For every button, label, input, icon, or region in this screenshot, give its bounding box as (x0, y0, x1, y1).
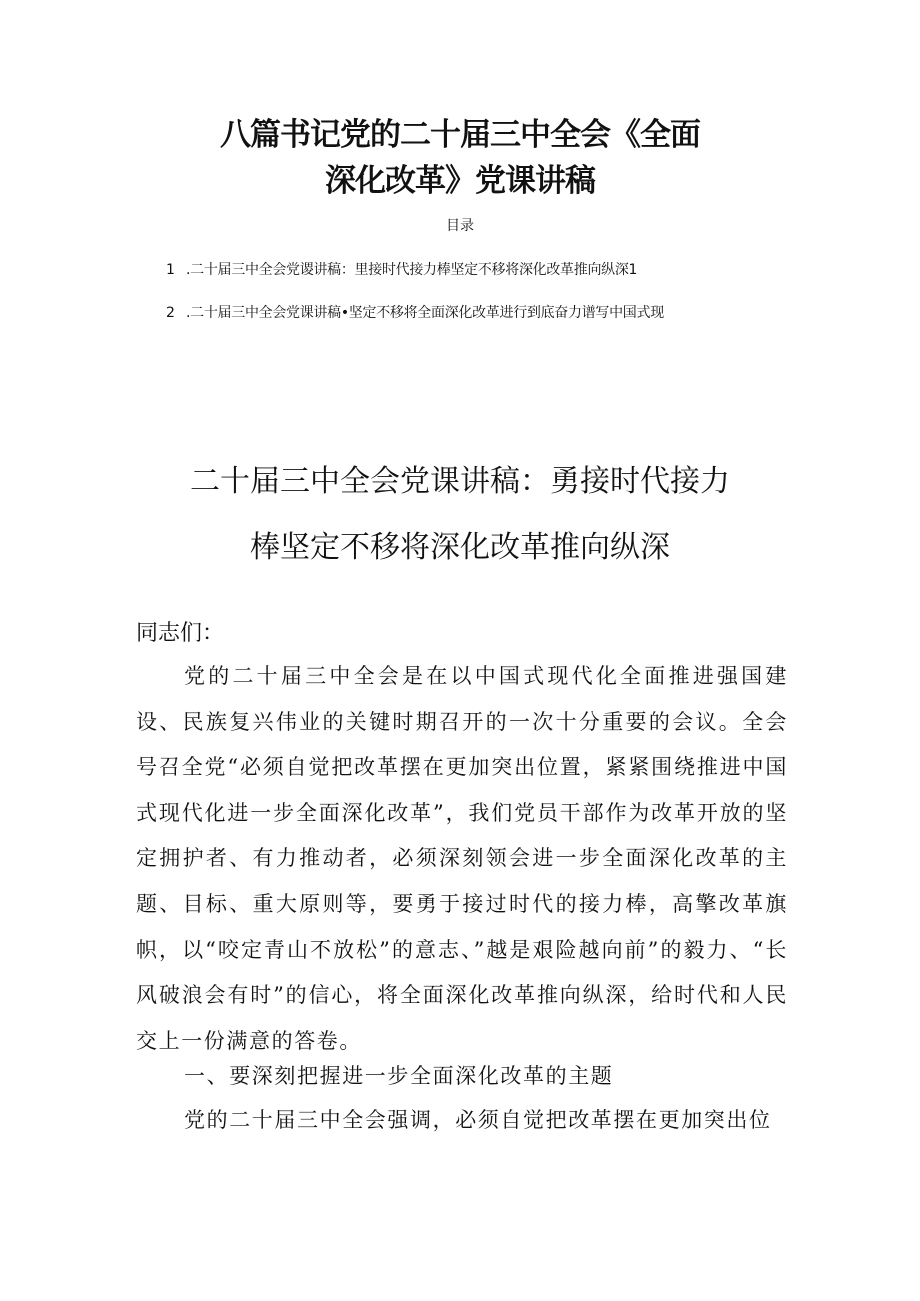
toc-item-text: .二十届三中全会党课讲稿•坚定不移将全面深化改革进行到底奋力谱写中国式现 (186, 305, 664, 321)
toc-item-text: .二十届三中全会党谡讲稿：里接时代接力棒坚定不移将深化改革推向纵深1 (186, 262, 638, 278)
document-title-line-1: 八篇书记党的二十届三中全会《全面 (220, 117, 700, 153)
toc-item-number: 2 (166, 305, 175, 321)
body-paragraph-intro: 党的二十届三中全会是在以中国式现代化全面推进强国建设、民族复兴伟业的关键时期召开的一次十分重要的会议。全会号召全党“必须自觉把改革摆在更加突出位置，紧紧围绕推进中国式现代化进一步全面深化改革”，我们党员干部作为改革开放的坚定拥护者、有力推动者，必须深刻领会进一步全面深化改革的主题、目标、重大原则等，要勇于接过时代的接力棒，高擎改革旗帜，以“咬定青山不放松”的意志、”越是艰险越向前”的毅力、“长风破浪会有时”的信心，将全面深化改革推向纵深，给时代和人民交上一份满意的答卷。 (136, 664, 788, 1053)
body-paragraph: 党的二十届三中全会强调，必须自觉把改革摆在更加突出位 (184, 1108, 772, 1132)
toc-item[interactable] (166, 260, 637, 280)
toc-item[interactable] (166, 303, 664, 323)
document-title-line-2: 深化改革》党课讲稿 (325, 163, 595, 199)
toc-heading: 目录 (446, 218, 474, 234)
subheading-part-one: 一、要深刻把握进一步全面深化改革的主题 (184, 1064, 614, 1088)
section-title-line-2: 棒坚定不移将深化改革推向纵深 (250, 530, 670, 565)
toc-item-number: 1 (166, 262, 175, 278)
section-title-line-1: 二十届三中全会党课讲稿：勇接时代接力 (190, 464, 730, 499)
salutation: 同志们： (136, 621, 225, 646)
